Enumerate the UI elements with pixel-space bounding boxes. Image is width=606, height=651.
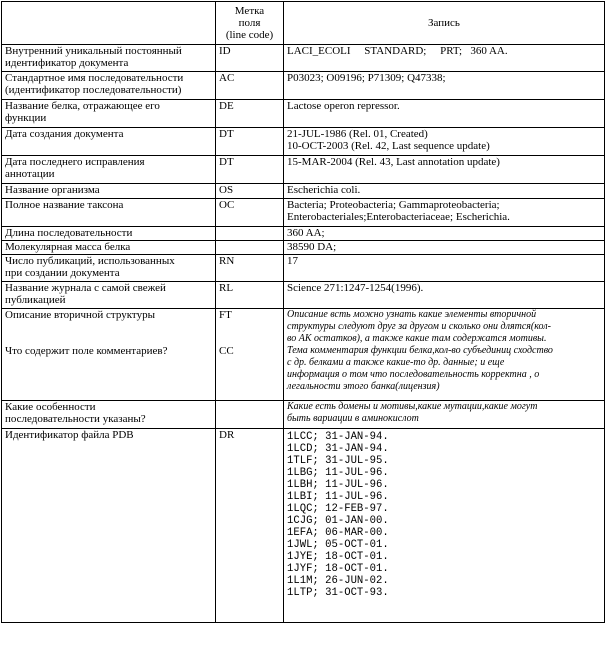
pdb-entry: 1LBI; 11-JUL-96. bbox=[287, 491, 389, 503]
description-line: идентификатор документа bbox=[5, 57, 129, 69]
description-line: Стандартное имя последовательности bbox=[5, 72, 184, 84]
header-line-code-2: поля bbox=[238, 17, 261, 29]
table-row bbox=[2, 255, 605, 282]
pdb-entry: 1LBG; 11-JUL-96. bbox=[287, 467, 389, 479]
comment-line: легальности этого банка(лицензия) bbox=[287, 381, 440, 392]
comment-line: Тема комментария функции белка,кол-во субъединиц сходство bbox=[287, 345, 553, 356]
row-value bbox=[284, 128, 605, 156]
feature-line: быть вариации в аминокислот bbox=[287, 413, 419, 424]
row-code: ID bbox=[216, 45, 284, 72]
description-line: Число публикаций, использованных bbox=[5, 255, 175, 267]
row-code: DT bbox=[216, 156, 284, 184]
value-line: 21-JUL-1986 (Rel. 01, Created) bbox=[287, 128, 428, 140]
row-value: 17 bbox=[284, 255, 605, 282]
pdb-entry: 1JWL; 05-OCT-01. bbox=[287, 539, 389, 551]
description-cc: Что содержит поле комментариев? bbox=[5, 345, 168, 357]
row-description: Дата создания документа bbox=[2, 128, 216, 156]
table-row bbox=[2, 100, 605, 128]
table-header-row bbox=[2, 2, 605, 45]
pdb-entry: 1CJG; 01-JAN-00. bbox=[287, 515, 389, 527]
description-line: Какие особенности bbox=[5, 401, 96, 413]
row-value: Science 271:1247-1254(1996). bbox=[284, 282, 605, 309]
value-line: 10-OCT-2003 (Rel. 42, Last sequence update) bbox=[287, 140, 490, 152]
row-description: Идентификатор файла PDB bbox=[2, 429, 216, 623]
row-code: DR bbox=[216, 429, 284, 623]
value-line: Enterobacteriales;Enterobacteriaceae; Escherichia. bbox=[287, 211, 510, 223]
row-description bbox=[2, 156, 216, 184]
table-row bbox=[2, 156, 605, 184]
row-code bbox=[216, 401, 284, 429]
table-row bbox=[2, 72, 605, 100]
row-code: DT bbox=[216, 128, 284, 156]
row-code: DE bbox=[216, 100, 284, 128]
row-description: Молекулярная масса белка bbox=[2, 241, 216, 255]
table-row bbox=[2, 309, 605, 401]
feature-line: Какие есть домены и мотивы,какие мутации,какие могут bbox=[287, 401, 538, 412]
table-row bbox=[2, 429, 605, 623]
header-line-code-1: Метка bbox=[234, 5, 265, 17]
description-line: публикацией bbox=[5, 294, 66, 306]
description-line: при создании документа bbox=[5, 267, 120, 279]
code-cc: CC bbox=[219, 345, 234, 357]
row-value bbox=[284, 309, 605, 401]
pdb-entry: 1L1M; 26-JUN-02. bbox=[287, 575, 389, 587]
header-line-code bbox=[216, 2, 284, 45]
row-value: 360 AA; bbox=[284, 227, 605, 241]
row-description: Название организма bbox=[2, 184, 216, 199]
comment-line: во АК остатков), а также какие там содержатся мотивы. bbox=[287, 333, 547, 344]
pdb-entry: 1JYE; 18-OCT-01. bbox=[287, 551, 389, 563]
description-line: (идентификатор последовательности) bbox=[5, 84, 182, 96]
comment-line: структуры следуют друг за другом и сколько они длятся(кол- bbox=[287, 321, 551, 332]
description-line: Внутренний уникальный постоянный bbox=[5, 45, 182, 57]
row-code bbox=[216, 309, 284, 401]
row-value: P03023; O09196; P71309; Q47338; bbox=[284, 72, 605, 100]
description-line: Дата последнего исправления bbox=[5, 156, 145, 168]
row-description: Полное название таксона bbox=[2, 199, 216, 227]
pdb-entry: 1LBH; 11-JUL-96. bbox=[287, 479, 389, 491]
pdb-entry: 1LCD; 31-JAN-94. bbox=[287, 443, 389, 455]
comment-line: Описание всть можно узнать какие элементы вторичной bbox=[287, 309, 537, 320]
row-code: OC bbox=[216, 199, 284, 227]
description-line: функции bbox=[5, 112, 47, 124]
row-description bbox=[2, 100, 216, 128]
row-code: RN bbox=[216, 255, 284, 282]
row-value: 15-MAR-2004 (Rel. 43, Last annotation update) bbox=[284, 156, 605, 184]
row-value: 38590 DA; bbox=[284, 241, 605, 255]
header-description bbox=[2, 2, 216, 45]
table-row bbox=[2, 184, 605, 199]
row-description bbox=[2, 45, 216, 72]
description-line: Название журнала с самой свежей bbox=[5, 282, 166, 294]
table-row bbox=[2, 199, 605, 227]
pdb-entry: 1LCC; 31-JAN-94. bbox=[287, 431, 389, 443]
row-code bbox=[216, 241, 284, 255]
row-description bbox=[2, 282, 216, 309]
pdb-entry: 1LQC; 12-FEB-97. bbox=[287, 503, 389, 515]
row-code: AC bbox=[216, 72, 284, 100]
row-value: Escherichia coli. bbox=[284, 184, 605, 199]
row-code: OS bbox=[216, 184, 284, 199]
row-value bbox=[284, 199, 605, 227]
row-description bbox=[2, 401, 216, 429]
row-description: Длина последовательности bbox=[2, 227, 216, 241]
header-line-code-3: (line code) bbox=[225, 29, 274, 41]
row-value: LACI_ECOLI STANDARD; PRT; 360 AA. bbox=[284, 45, 605, 72]
table-row bbox=[2, 401, 605, 429]
table-row bbox=[2, 45, 605, 72]
description-line: аннотации bbox=[5, 168, 55, 180]
table-row bbox=[2, 128, 605, 156]
pdb-entry: 1TLF; 31-JUL-95. bbox=[287, 455, 389, 467]
row-description bbox=[2, 72, 216, 100]
description-ft: Описание вторичной структуры bbox=[5, 309, 155, 321]
table-row bbox=[2, 227, 605, 241]
comment-line: информация о том что последовательность корректна , о bbox=[287, 369, 540, 380]
table-row bbox=[2, 282, 605, 309]
row-code bbox=[216, 227, 284, 241]
record-fields-table bbox=[1, 1, 605, 623]
pdb-entry: 1LTP; 31-OCT-93. bbox=[287, 587, 389, 599]
code-ft: FT bbox=[219, 309, 232, 321]
header-entry: Запись bbox=[284, 2, 605, 45]
description-line: Название белка, отражающее его bbox=[5, 100, 160, 112]
pdb-entry: 1JYF; 18-OCT-01. bbox=[287, 563, 389, 575]
row-value bbox=[284, 401, 605, 429]
comment-line: с др. белками а также какие-то др. данные; и еще bbox=[287, 357, 505, 368]
row-description bbox=[2, 309, 216, 401]
row-code: RL bbox=[216, 282, 284, 309]
table-row bbox=[2, 241, 605, 255]
row-value: Lactose operon repressor. bbox=[284, 100, 605, 128]
row-value bbox=[284, 429, 605, 623]
value-line: Bacteria; Proteobacteria; Gammaproteobacteria; bbox=[287, 199, 500, 211]
description-line: последовательности указаны? bbox=[5, 413, 146, 425]
row-description bbox=[2, 255, 216, 282]
pdb-entry: 1EFA; 06-MAR-00. bbox=[287, 527, 389, 539]
